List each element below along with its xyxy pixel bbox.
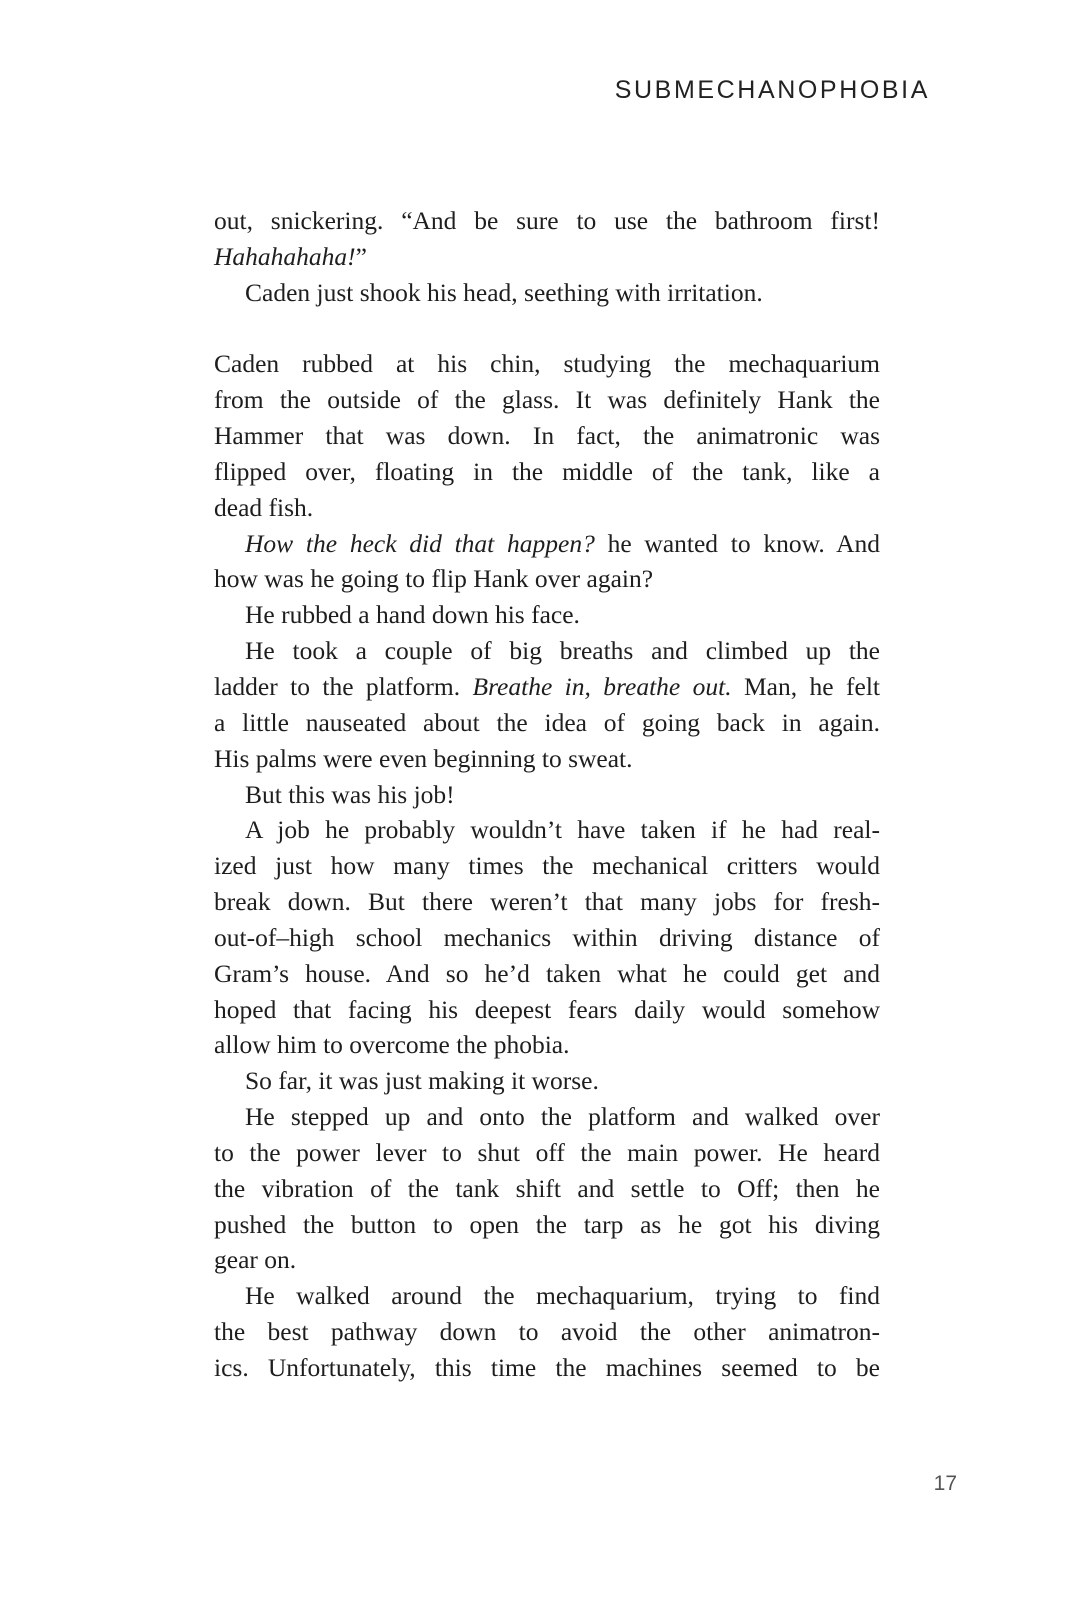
text-line bbox=[214, 1063, 880, 1099]
text-segment: to the power lever to shut off the main power. He heard bbox=[214, 1137, 880, 1167]
text-segment: A job he probably wouldn’t have taken if he had real- bbox=[245, 815, 880, 845]
text-line bbox=[214, 526, 880, 562]
text-line bbox=[214, 1350, 880, 1386]
text-segment: But this was his job! bbox=[245, 779, 455, 809]
text-segment: dead fish. bbox=[214, 492, 314, 522]
text-segment: the best pathway down to avoid the other animatron- bbox=[214, 1317, 880, 1347]
text-segment: break down. But there weren’t that many jobs for fresh- bbox=[214, 887, 880, 917]
text-segment: So far, it was just making it worse. bbox=[245, 1066, 599, 1096]
text-line bbox=[214, 1135, 880, 1171]
text-line bbox=[214, 1242, 880, 1278]
text-line bbox=[214, 1099, 880, 1135]
italic-text: Breathe in, breathe out. bbox=[472, 671, 732, 701]
text-segment: he wanted to know. And bbox=[594, 528, 881, 558]
text-line bbox=[214, 705, 880, 741]
text-line bbox=[214, 275, 880, 311]
section-break bbox=[214, 311, 880, 347]
text-segment: Caden just shook his head, seething with irritation. bbox=[245, 277, 763, 307]
text-segment: Gram’s house. And so he’d taken what he could get and bbox=[214, 958, 880, 988]
text-line bbox=[214, 239, 880, 275]
text-line bbox=[214, 203, 880, 239]
text-line bbox=[214, 777, 880, 813]
text-line bbox=[214, 669, 880, 705]
text-line bbox=[214, 1278, 880, 1314]
text-segment: hoped that facing his deepest fears daily would somehow bbox=[214, 994, 880, 1024]
page-number: 17 bbox=[933, 1472, 957, 1495]
text-segment: He took a couple of big breaths and climbed up the bbox=[245, 636, 880, 666]
text-line bbox=[214, 597, 880, 633]
text-segment: flipped over, floating in the middle of the tank, like a bbox=[214, 456, 880, 486]
text-line bbox=[214, 418, 880, 454]
text-line bbox=[214, 956, 880, 992]
text-line bbox=[214, 1171, 880, 1207]
body-text bbox=[214, 203, 880, 1386]
text-segment: ized just how many times the mechanical critters would bbox=[214, 851, 880, 881]
text-segment: gear on. bbox=[214, 1245, 297, 1275]
text-segment: pushed the button to open the tarp as he got his diving bbox=[214, 1209, 880, 1239]
text-segment: how was he going to flip Hank over again? bbox=[214, 564, 654, 594]
text-segment: allow him to overcome the phobia. bbox=[214, 1030, 570, 1060]
italic-text: Hahahahaha! bbox=[214, 241, 356, 271]
text-segment: ladder to the platform. bbox=[214, 671, 473, 701]
running-head: SUBMECHANOPHOBIA bbox=[614, 76, 930, 104]
text-segment: from the outside of the glass. It was definitely Hank the bbox=[214, 385, 880, 415]
text-line bbox=[214, 1314, 880, 1350]
text-segment: His palms were even beginning to sweat. bbox=[214, 743, 633, 773]
text-line bbox=[214, 633, 880, 669]
text-segment: Caden rubbed at his chin, studying the mechaquarium bbox=[214, 349, 880, 379]
text-line bbox=[214, 920, 880, 956]
text-segment: He walked around the mechaquarium, trying to find bbox=[245, 1281, 880, 1311]
text-line bbox=[214, 1027, 880, 1063]
text-segment: Man, he felt bbox=[731, 671, 880, 701]
text-segment: out, snickering. “And be sure to use the bathroom first! bbox=[214, 206, 880, 235]
text-line bbox=[214, 561, 880, 597]
text-line bbox=[214, 812, 880, 848]
text-segment: He rubbed a hand down his face. bbox=[245, 600, 580, 630]
text-line bbox=[214, 884, 880, 920]
text-segment: the vibration of the tank shift and settle to Off; then he bbox=[214, 1173, 880, 1203]
text-segment: a little nauseated about the idea of going back in again. bbox=[214, 707, 880, 737]
text-segment: ics. Unfortunately, this time the machines seemed to be bbox=[214, 1353, 880, 1382]
text-line bbox=[214, 848, 880, 884]
text-line bbox=[214, 382, 880, 418]
text-segment: He stepped up and onto the platform and walked over bbox=[245, 1102, 880, 1132]
text-line bbox=[214, 992, 880, 1028]
text-line bbox=[214, 741, 880, 777]
text-segment: Hammer that was down. In fact, the animatronic was bbox=[214, 421, 880, 451]
italic-text: How the heck did that happen? bbox=[245, 528, 595, 558]
text-line bbox=[214, 1207, 880, 1243]
text-segment: out-of–high school mechanics within driving distance of bbox=[214, 922, 880, 952]
text-segment: ” bbox=[355, 241, 367, 271]
text-line bbox=[214, 490, 880, 526]
text-line bbox=[214, 454, 880, 490]
text-line bbox=[214, 346, 880, 382]
